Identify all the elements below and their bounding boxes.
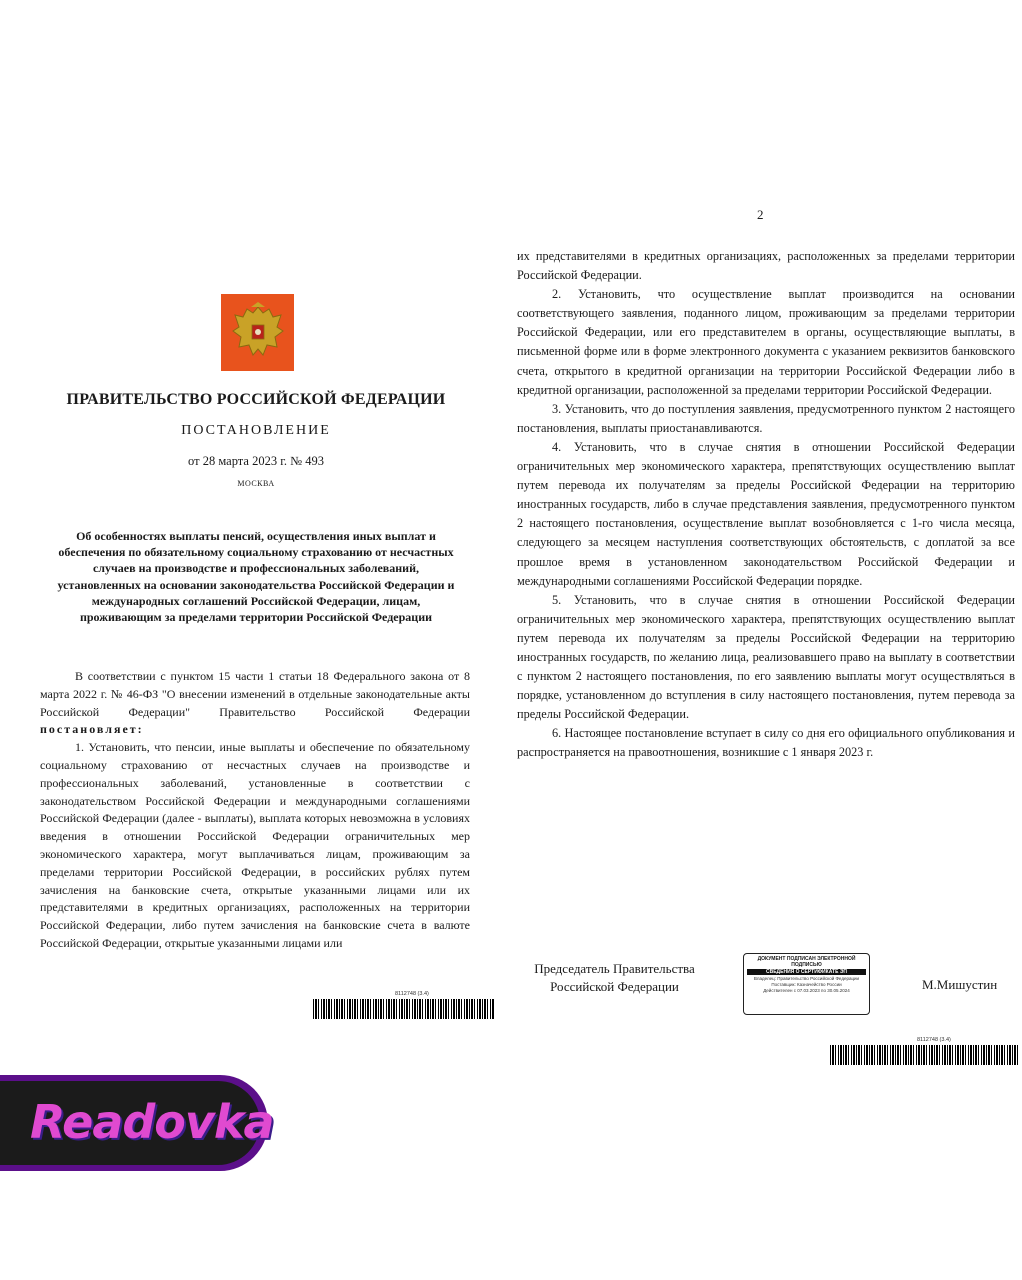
page-number: 2: [757, 207, 764, 222]
item-1: 1. Установить, что пенсии, иные выплаты и обеспечение по обязательному социальному страхованию от несчастных случаев на производстве и профессиональных заболеваний, установленные в соответствии с законодательством Российской Федерации и международными соглашениями Российской Федерации (далее - выплаты), выплата которых невозможна в условиях введения в отношении Российской Федерации ограничительных мер экономического характера, могут выплачиваться лицам, проживающим за пределами территории Российской Федерации, в российских рублях путем зачисления на банковские счета, открытые указанными лицами или их представителями в кредитных организациях, расположенных на территории Российской Федерации, либо путем зачисления на банковские счета в валюте Российской Федерации, открытые указанными лицами или: [40, 740, 470, 950]
item-4: 4. Установить, что в случае снятия в отношении Российской Федерации ограничительных мер экономического характера, препятствующих осуществлению выплат путем перевода их получателям за пределы Российской Федерации на территорию иностранных государств, либо в случае представления заявления, предусмотренного пунктом 2 настоящего постановления, осуществление выплат возобновляется с 1-го числа месяца, следующего за месяцем наступления соответствующих обстоятельств, с доплатой за все прошлое время в установленном законодательством Российской Федерации и международными соглашениями Российской Федерации порядке.: [517, 439, 1015, 588]
signer-title: Председатель Правительства Российской Федерации: [534, 961, 695, 994]
document-type: ПОСТАНОВЛЕНИЕ: [181, 423, 331, 438]
barcode-label: 8112748 (3.4): [917, 1037, 951, 1043]
resolves-word: постановляет:: [40, 722, 144, 737]
stamp-issuer: Поставщик: Казначейство России: [771, 982, 842, 987]
page1-body: [40, 668, 470, 953]
logo-text: Readovka: [30, 1095, 274, 1149]
document-page-1: [0, 243, 512, 1043]
document-date-number: от 28 марта 2023 г. № 493: [188, 454, 324, 468]
preamble-paragraph: [40, 668, 470, 739]
item-6: 6. Настоящее постановление вступает в силу со дня его официального опубликования и распространяется на правоотношения, возникшие с 1 января 2023 г.: [517, 726, 1015, 760]
coat-of-arms-icon: [221, 294, 294, 371]
document-city: МОСКВА: [237, 479, 275, 488]
stamp-owner: Владелец: Правительство Российской Федерации: [753, 976, 860, 981]
stamp-header: ДОКУМЕНТ ПОДПИСАН ЭЛЕКТРОННОЙ ПОДПИСЬЮ: [757, 956, 856, 968]
stamp-band: СВЕДЕНИЯ О СЕРТИФИКАТЕ ЭП: [747, 969, 866, 975]
preamble-text: В соответствии с пунктом 15 части 1 статьи 18 Федерального закона от 8 марта 2022 г. № 46-ФЗ "О внесении изменений в отдельные законодательные акты Российской Федерации" Правительство Российской Федерации: [40, 669, 470, 719]
electronic-signature-stamp: [743, 953, 870, 1015]
item-2: 2. Установить, что осуществление выплат производится на основании соответствующего заявления, поданного лицом, проживающим за пределами территории Российской Федерации, или его представителем в органы, осуществляющие выплаты, в письменной форме или в форме электронного документа с указанием реквизитов банковского счета, открытого в кредитной организации на территории Российской Федерации либо в кредитной организации, расположенной за пределами территории Российской Федерации.: [517, 287, 1015, 397]
signer-name: М.Мишустин: [922, 977, 998, 992]
document-page-2: [512, 200, 1022, 1080]
page2-body: [517, 247, 1015, 763]
stamp-validity: Действителен с 07.03.2023 по 30.05.2024: [763, 988, 850, 993]
barcode-icon: [313, 999, 495, 1019]
item-5: 5. Установить, что в случае снятия в отношении Российской Федерации ограничительных мер экономического характера, препятствующих осуществлению выплат путем перевода их получателям за пределы Российской Федерации на территорию иностранных государств, по желанию лица, реализовавшего право на выплату в соответствии с пунктом 2 настоящего постановления, по его заявлению выплаты могут осуществляться в порядке, установленном до вступления в силу настоящего постановления, путем перевода за пределы Российской Федерации.: [517, 592, 1015, 722]
document-subject: Об особенностях выплаты пенсий, осуществления иных выплат и обеспечения по обязательному социальному страхованию от несчастных случаев на производстве и профессиональных заболеваний, установленных на основании законодательства Российской Федерации и международных соглашений Российской Федерации, лицам, проживающим за пределами территории Российской Федерации: [57, 529, 455, 625]
logo-background: [0, 1081, 274, 1165]
readovka-logo: [0, 1075, 274, 1171]
barcode-icon: [830, 1045, 1020, 1065]
item-3: 3. Установить, что до поступления заявления, предусмотренного пунктом 2 настоящего постановления, выплаты приостанавливаются.: [517, 401, 1015, 435]
government-title: ПРАВИТЕЛЬСТВО РОССИЙСКОЙ ФЕДЕРАЦИИ: [66, 391, 446, 408]
continuation-paragraph: их представителями в кредитных организациях, расположенных за пределами территории Российской Федерации.: [517, 249, 1015, 283]
barcode-label: 8112748 (3.4): [395, 991, 429, 997]
